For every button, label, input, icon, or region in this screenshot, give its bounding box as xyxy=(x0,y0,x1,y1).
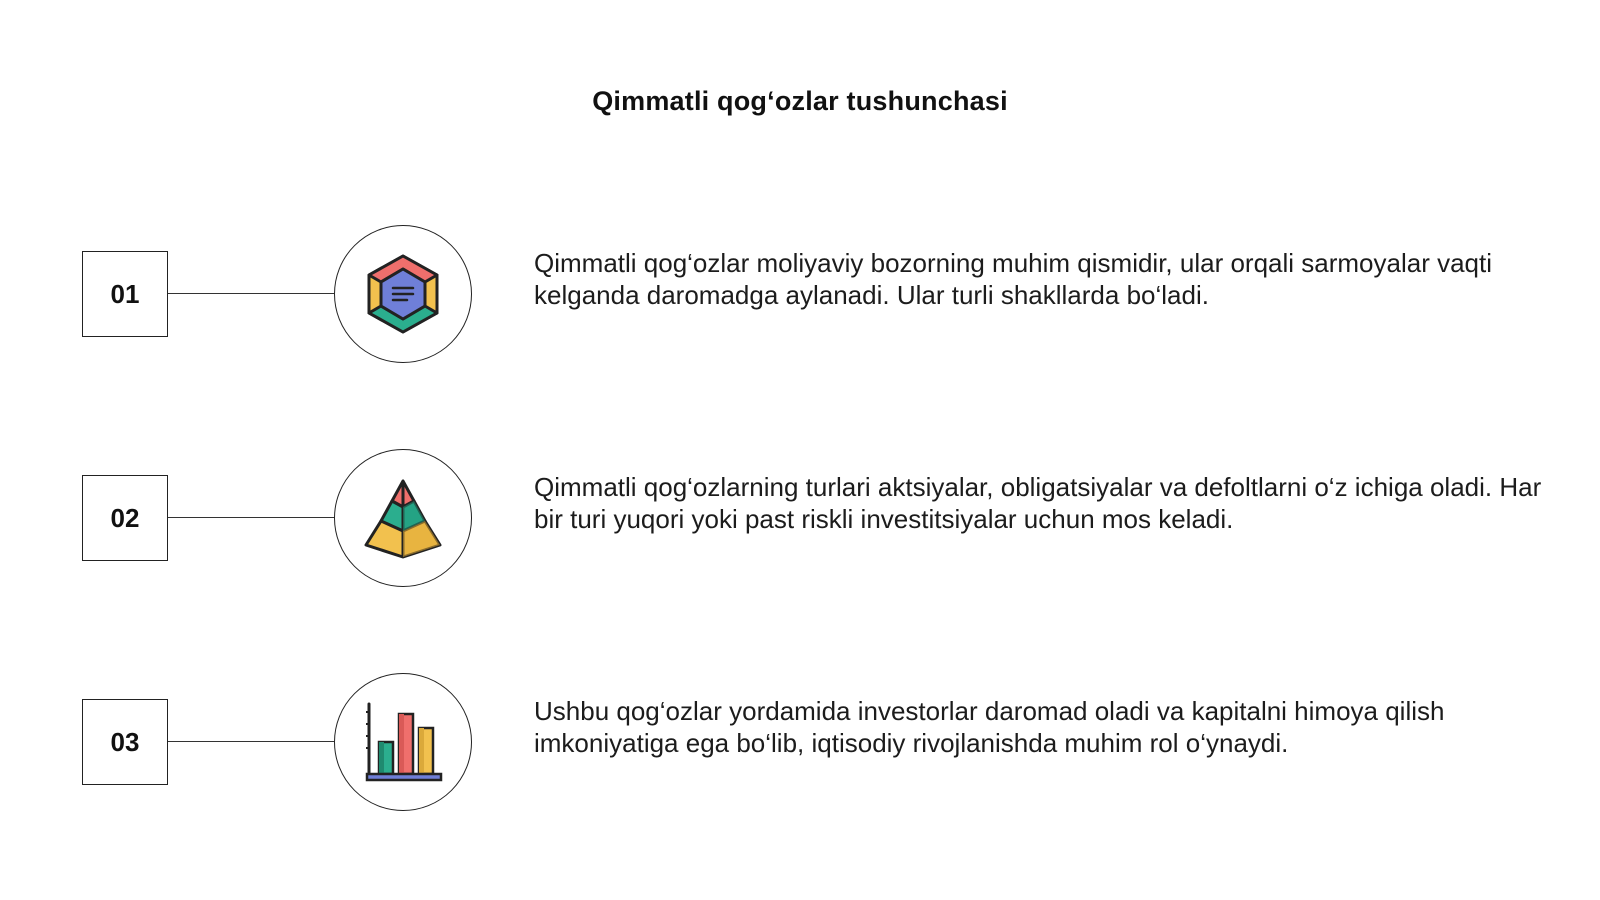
bar-chart-icon xyxy=(361,700,445,784)
step-number-box: 02 xyxy=(82,475,168,561)
pyramid-icon xyxy=(362,477,444,559)
step-number-box: 03 xyxy=(82,699,168,785)
icon-circle xyxy=(334,673,472,811)
step-row-3 xyxy=(0,673,1600,813)
hexagon-document-icon xyxy=(365,254,441,334)
icon-circle xyxy=(334,225,472,363)
connector-line xyxy=(168,741,334,742)
connector-line xyxy=(168,517,334,518)
step-description: Qimmatli qog‘ozlarning turlari aktsiyalar, obligatsiyalar va defoltlarni o‘z ichiga oladi. Har bir turi yuqori yoki past riskli investitsiyalar uchun mos keladi. xyxy=(534,472,1542,534)
page-title: Qimmatli qog‘ozlar tushunchasi xyxy=(592,86,1008,116)
connector-line xyxy=(168,293,334,294)
step-number-box: 01 xyxy=(82,251,168,337)
icon-circle xyxy=(334,449,472,587)
step-row-2 xyxy=(0,449,1600,589)
step-description: Ushbu qog‘ozlar yordamida investorlar daromad oladi va kapitalni himoya qilish imkoniyatiga ega bo‘lib, iqtisodiy rivojlanishda muhim rol o‘ynaydi. xyxy=(534,696,1445,758)
step-row-1 xyxy=(0,225,1600,365)
step-description: Qimmatli qog‘ozlar moliyaviy bozorning muhim qismidir, ular orqali sarmoyalar vaqti kelganda daromadga aylanadi. Ular turli shakllarda bo‘ladi. xyxy=(534,248,1493,310)
